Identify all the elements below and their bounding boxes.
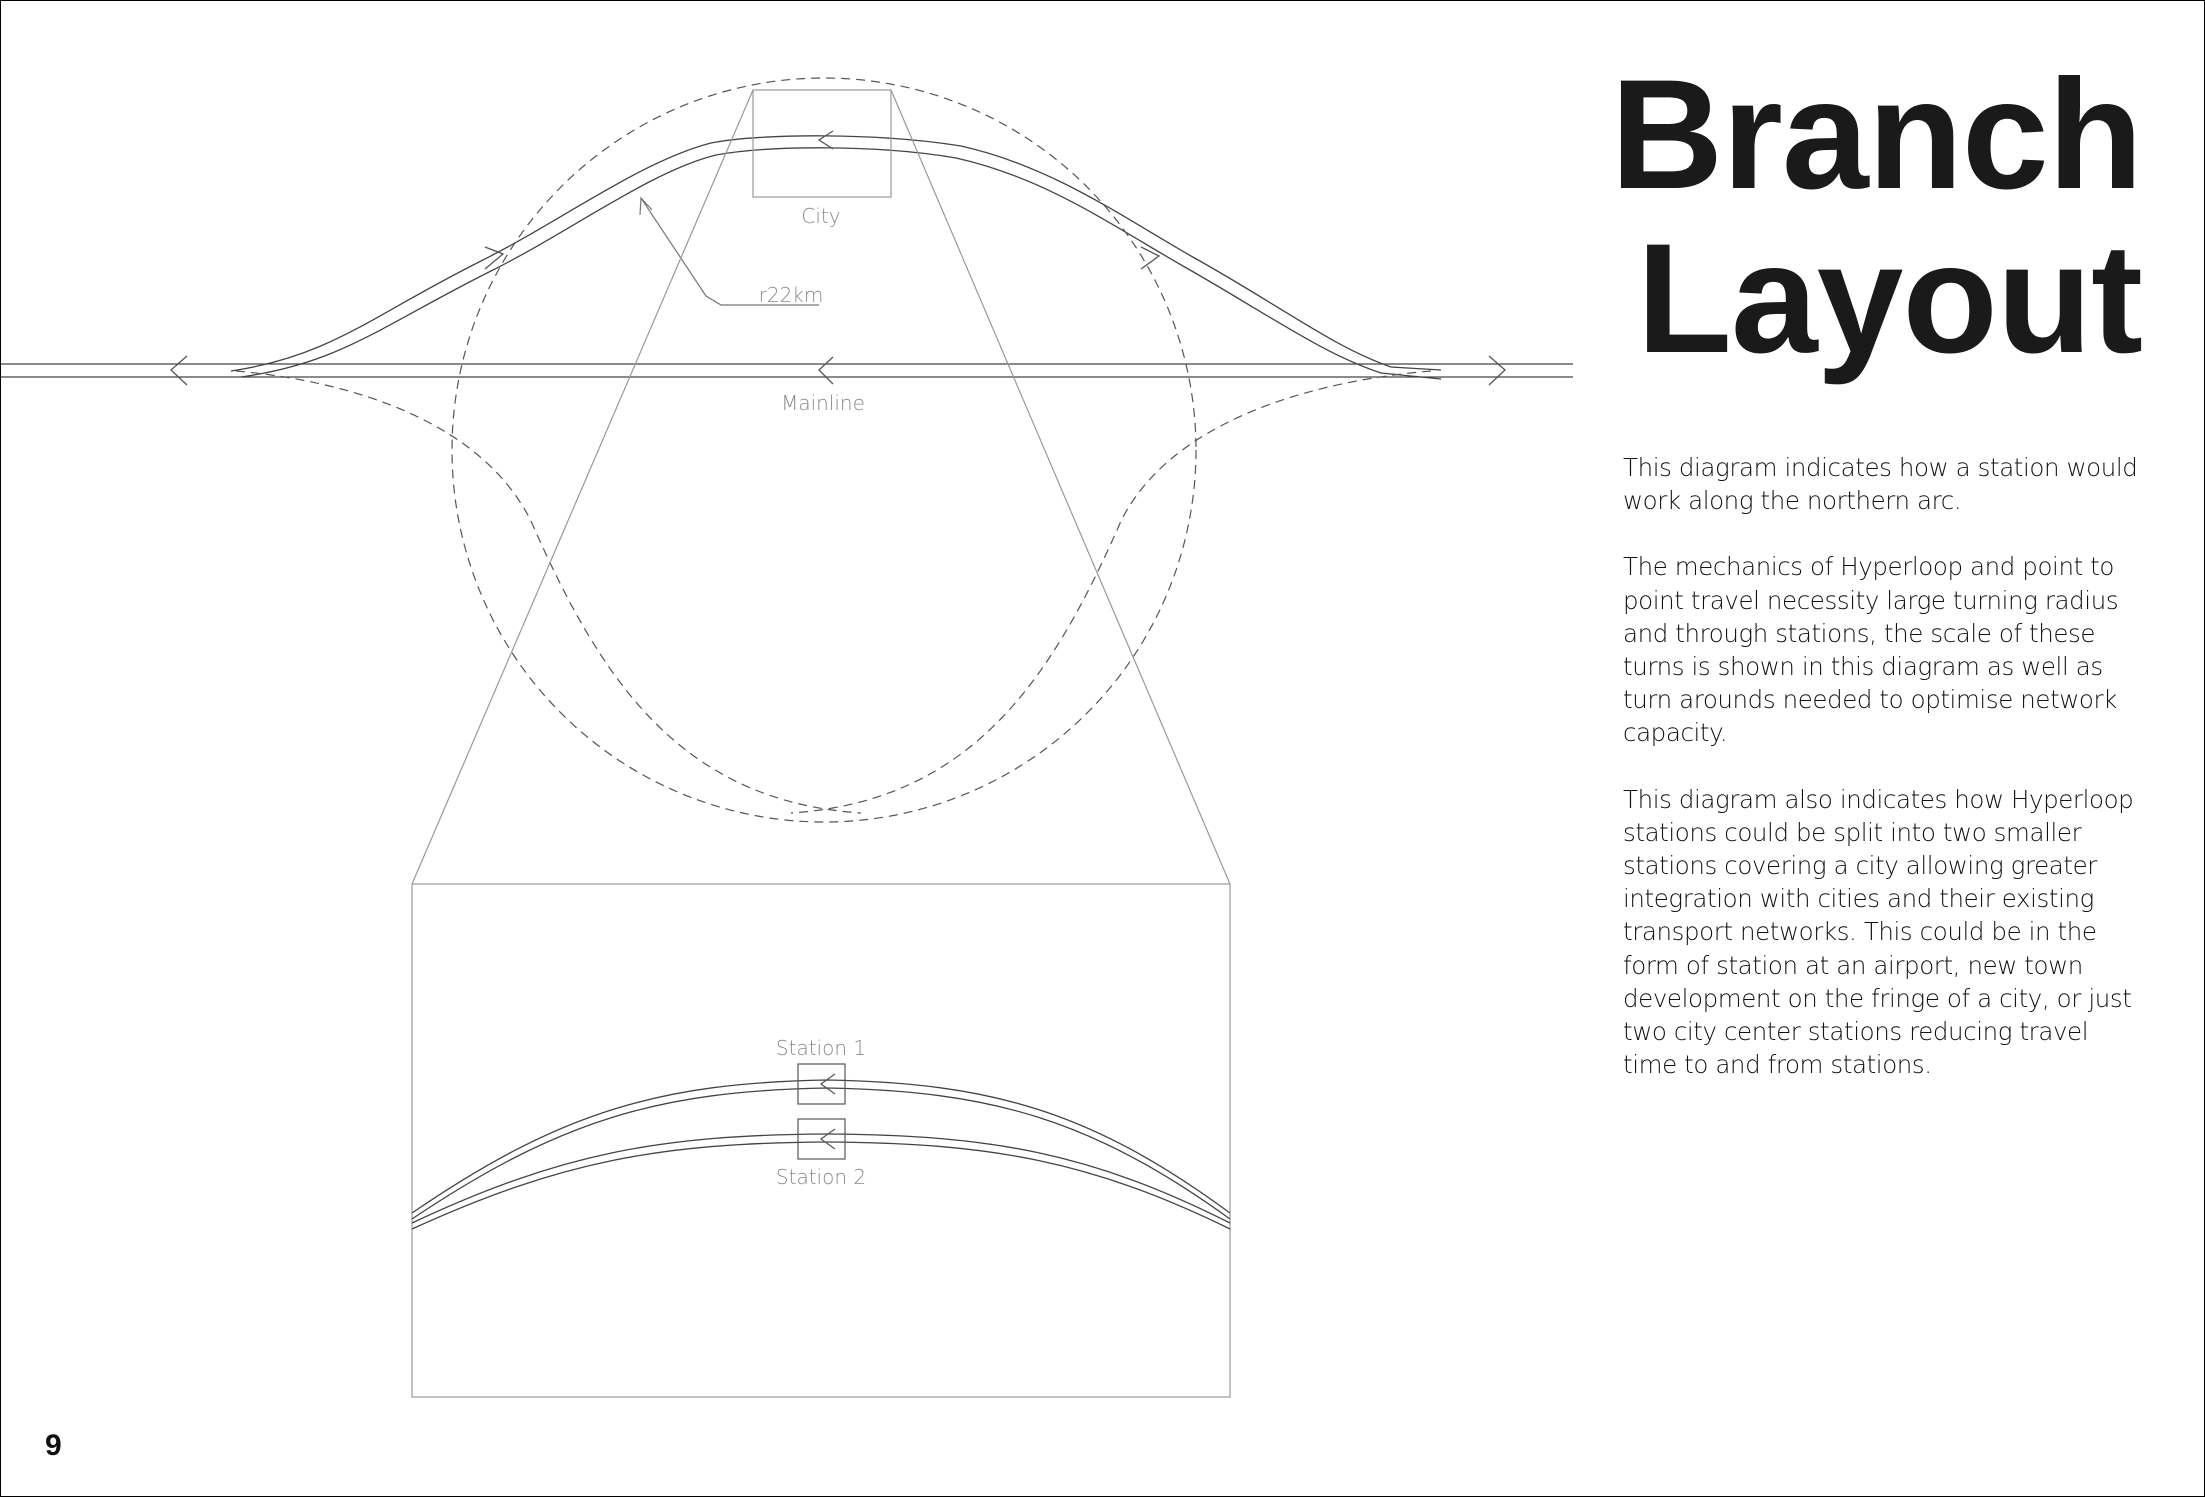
description-paragraph: This diagram indicates how a station would work along the northern arc. [1623, 453, 2138, 516]
direction-arrows [171, 131, 1505, 385]
branch-loop-track [231, 136, 1441, 379]
city-box [753, 90, 891, 197]
station-1-marker [798, 1064, 845, 1104]
arrow-icon [819, 131, 833, 149]
turnaround-loops [236, 78, 1431, 822]
mainline-label: Mainline [781, 391, 865, 415]
page-title [1442, 48, 2142, 386]
city-label: City [801, 204, 841, 228]
station-1-label: Station 1 [775, 1036, 867, 1060]
branch-layout-diagram [1, 1, 1601, 1421]
station-2-label: Station 2 [775, 1165, 867, 1189]
station-2-marker [798, 1119, 845, 1159]
title-line-2: Layout [1636, 212, 2142, 386]
radius-label: r22km [758, 283, 824, 307]
arrow-icon [819, 357, 833, 384]
description-paragraph: The mechanics of Hyperloop and point to point travel necessity large turning radius and through stations, the scale of these turns is shown in this diagram as well as turn arounds needed to optimise network capacity. [1623, 552, 2119, 748]
page-number: 9 [45, 1429, 62, 1462]
title-line-1: Branch [1610, 48, 2142, 222]
station-tracks [412, 1080, 1230, 1229]
arrow-icon [171, 356, 187, 385]
description-paragraph: This diagram also indicates how Hyperloop stations could be split into two smaller stations covering a city allowing greater integration with cities and their existing transport networks. This could be in the form of station at an airport, new town development on the fringe of a city, or just two city center stations reducing travel time to and from stations. [1623, 784, 2134, 1080]
description [1623, 451, 2143, 1114]
turning-radius-circle [452, 78, 1196, 822]
